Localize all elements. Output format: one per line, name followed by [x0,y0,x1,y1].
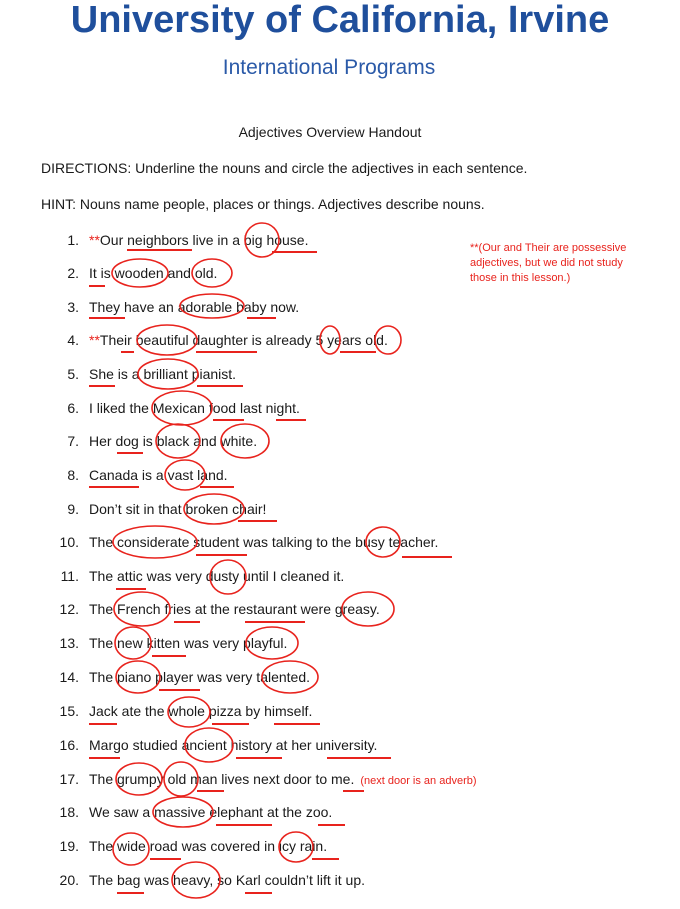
sentence-text-wrap [89,872,365,888]
sentence-number: 9. [67,501,79,517]
sentence-text: They have an adorable baby now. [89,299,300,315]
sentence-text-wrap [89,703,312,719]
sentence-number: 20. [59,872,79,888]
sentence-text-wrap [89,737,377,753]
sentence-text-wrap [89,568,344,584]
sentence-number: 16. [59,737,79,753]
sentence-number: 19. [59,838,79,854]
sentence-number: 6. [67,400,79,416]
possessive-marker: ** [89,332,100,348]
sentence-text-wrap [89,265,217,281]
sentence-number: 15. [59,703,79,719]
sentence-text: It is wooden and old. [89,265,218,281]
sentence-text-wrap [89,366,236,382]
sentence-number: 14. [59,669,79,685]
sentence-text: Canada is a vast land. [89,467,228,483]
department-subtitle: International Programs [222,56,436,79]
sentence-text: Our neighbors live in a big house. [99,232,309,248]
sentence-text-wrap [89,771,477,787]
sentence-number: 3. [67,299,79,315]
sentence-text: Their beautiful daughter is already 5 years old. [99,332,388,348]
sentence-number: 1. [67,232,79,248]
sentence-number: 12. [59,601,79,617]
sentence-text-wrap [89,501,266,517]
university-title: University of California, Irvine [70,0,610,41]
sentence-text-wrap [89,299,299,315]
hint-text: HINT: Nouns name people, places or things. Adjectives describe nouns. [41,196,485,212]
sentence-text: The bag was heavy, so Karl couldn’t lift it up. [89,872,365,888]
sentence-text: I liked the Mexican food last night. [89,400,300,416]
directions-text: DIRECTIONS: Underline the nouns and circle the adjectives in each sentence. [41,160,528,176]
sentence-text: The attic was very dusty until I cleaned it. [89,568,345,584]
sentence-text-wrap [89,232,308,248]
sentence-text: Her dog is black and white. [89,433,258,449]
sentence-text: The new kitten was very playful. [89,635,288,651]
sentence-text-wrap [89,635,287,651]
sentence-text-wrap [89,433,257,449]
handout-title: Adjectives Overview Handout [238,124,422,140]
sentence-text: The grumpy old man lives next door to me. [89,771,355,787]
sentence-text-wrap [89,534,438,550]
sentence-text-wrap [89,838,327,854]
sentence-text-wrap [89,804,332,820]
sentence-text-wrap [89,601,380,617]
sentence-text: Margo studied ancient history at her university. [89,737,378,753]
sentence-text-wrap [89,332,388,348]
sentence-number: 5. [67,366,79,382]
sentence-text-wrap [89,669,310,685]
sentence-number: 4. [67,332,79,348]
sentence-number: 7. [67,433,79,449]
sentence-text: Jack ate the whole pizza by himself. [89,703,313,719]
sentence-number: 11. [60,568,79,584]
sentence-number: 17. [59,771,79,787]
sentence-text: The piano player was very talented. [89,669,311,685]
possessive-marker: ** [89,232,100,248]
sentence-text-wrap [89,467,228,483]
possessive-adjectives-note: **(Our and Their are possessive adjectives, but we did not study those in this lesson.) [470,242,627,284]
sentence-text: We saw a massive elephant at the zoo. [89,804,333,820]
sentence-text: The considerate student was talking to the busy teacher. [89,534,439,550]
sentence-number: 18. [59,804,79,820]
sentence-text: She is a brilliant pianist. [89,366,237,382]
sentence-number: 2. [67,265,79,281]
sentence-number: 13. [59,635,79,651]
sentence-text: Don’t sit in that broken chair! [89,501,267,517]
sentence-text-wrap [89,400,300,416]
sentence-number: 8. [67,467,79,483]
sentence-number: 10. [59,534,79,550]
adverb-note: (next door is an adverb) [360,775,477,787]
sentence-text: The wide road was covered in icy rain. [89,838,328,854]
sentence-text: The French fries at the restaurant were greasy. [89,601,380,617]
